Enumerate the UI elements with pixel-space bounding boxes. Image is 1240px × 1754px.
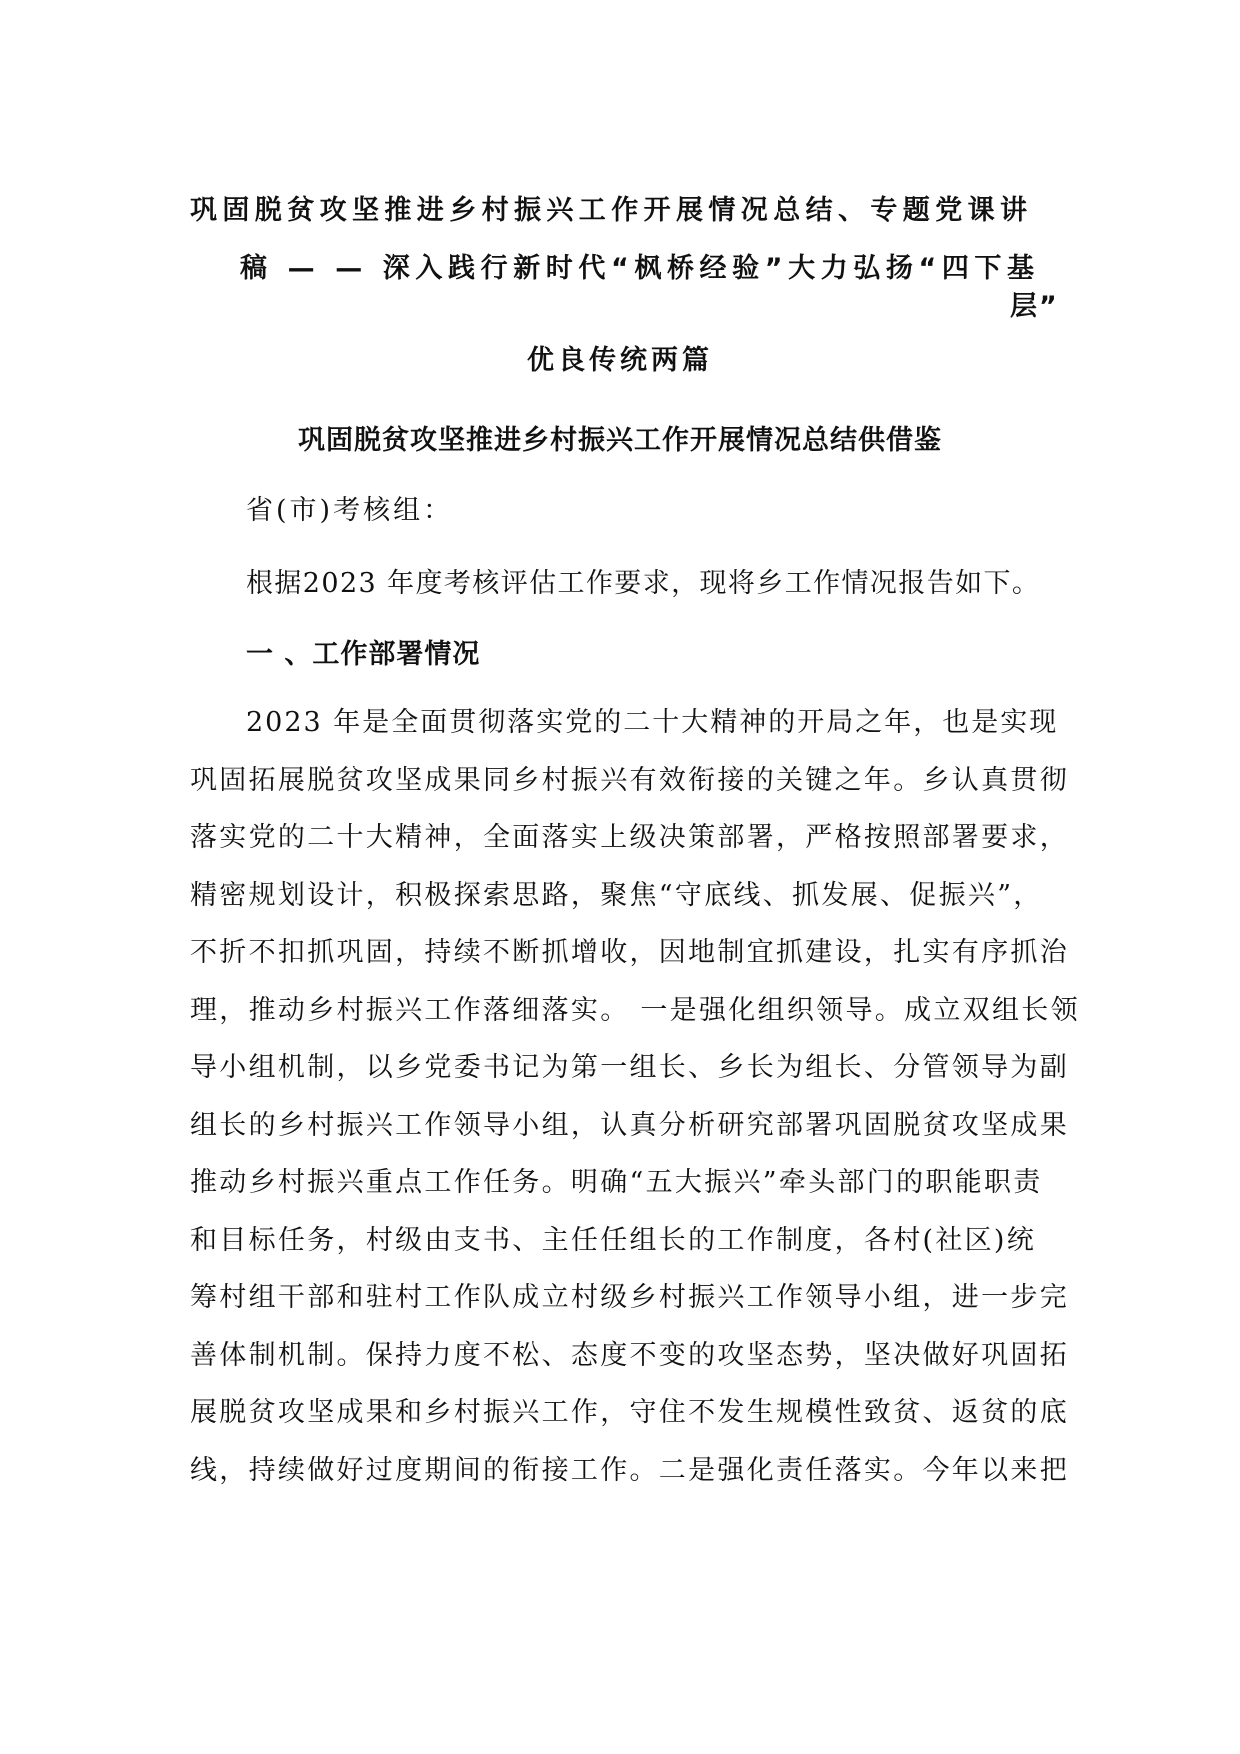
body-line: 善体制机制。保持力度不松、态度不变的攻坚态势，坚决做好巩固拓 [190,1339,1069,1371]
salutation: 省(市)考核组： [246,495,454,526]
document-title-line-4: 优良传统两篇 [527,345,713,376]
body-line: 精密规划设计，积极探索思路，聚焦“守底线、抓发展、促振兴”， [190,879,1043,911]
body-paragraph [190,694,1080,1499]
body-line: 和目标任务，村级由支书、主任任组长的工作制度，各村(社区)统 [190,1224,1037,1256]
body-line: 线，持续做好过度期间的衔接工作。二是强化责任落实。今年以来把 [190,1454,1069,1486]
body-line: 2023 年是全面贯彻落实党的二十大精神的开局之年，也是实现 [246,707,1059,738]
body-line: 巩固拓展脱贫攻坚成果同乡村振兴有效衔接的关键之年。乡认真贯彻 [190,764,1069,796]
document-title-line-2: 稿 — — 深入践行新时代“枫桥经验”大力弘扬“四下基 [240,253,1040,284]
body-line: 推动乡村振兴重点工作任务。明确“五大振兴”牵头部门的职能职责 [190,1167,1043,1198]
document-title-line-1: 巩固脱贫攻坚推进乡村振兴工作开展情况总结、专题党课讲 [190,195,1033,226]
body-line: 组长的乡村振兴工作领导小组，认真分析研究部署巩固脱贫攻坚成果 [190,1109,1069,1141]
body-line: 不折不扣抓巩固，持续不断抓增收，因地制宜抓建设，扎实有序抓治 [190,937,1069,968]
document-subtitle: 巩固脱贫攻坚推进乡村振兴工作开展情况总结供借鉴 [298,425,942,456]
body-line: 导小组机制，以乡党委书记为第一组长、乡长为组长、分管领导为副 [190,1052,1069,1083]
body-line: 筹村组干部和驻村工作队成立村级乡村振兴工作领导小组，进一步完 [190,1282,1069,1313]
intro-paragraph: 根据2023 年度考核评估工作要求，现将乡工作情况报告如下。 [246,568,1041,599]
body-line: 展脱贫攻坚成果和乡村振兴工作，守住不发生规模性致贫、返贫的底 [190,1397,1069,1428]
body-line: 理，推动乡村振兴工作落细落实。 一是强化组织领导。成立双组长领 [190,994,1080,1026]
document-title-line-3: 层” [1010,291,1059,322]
section-heading: 一 、工作部署情况 [246,639,481,670]
body-line: 落实党的二十大精神，全面落实上级决策部署，严格按照部署要求， [190,822,1069,853]
